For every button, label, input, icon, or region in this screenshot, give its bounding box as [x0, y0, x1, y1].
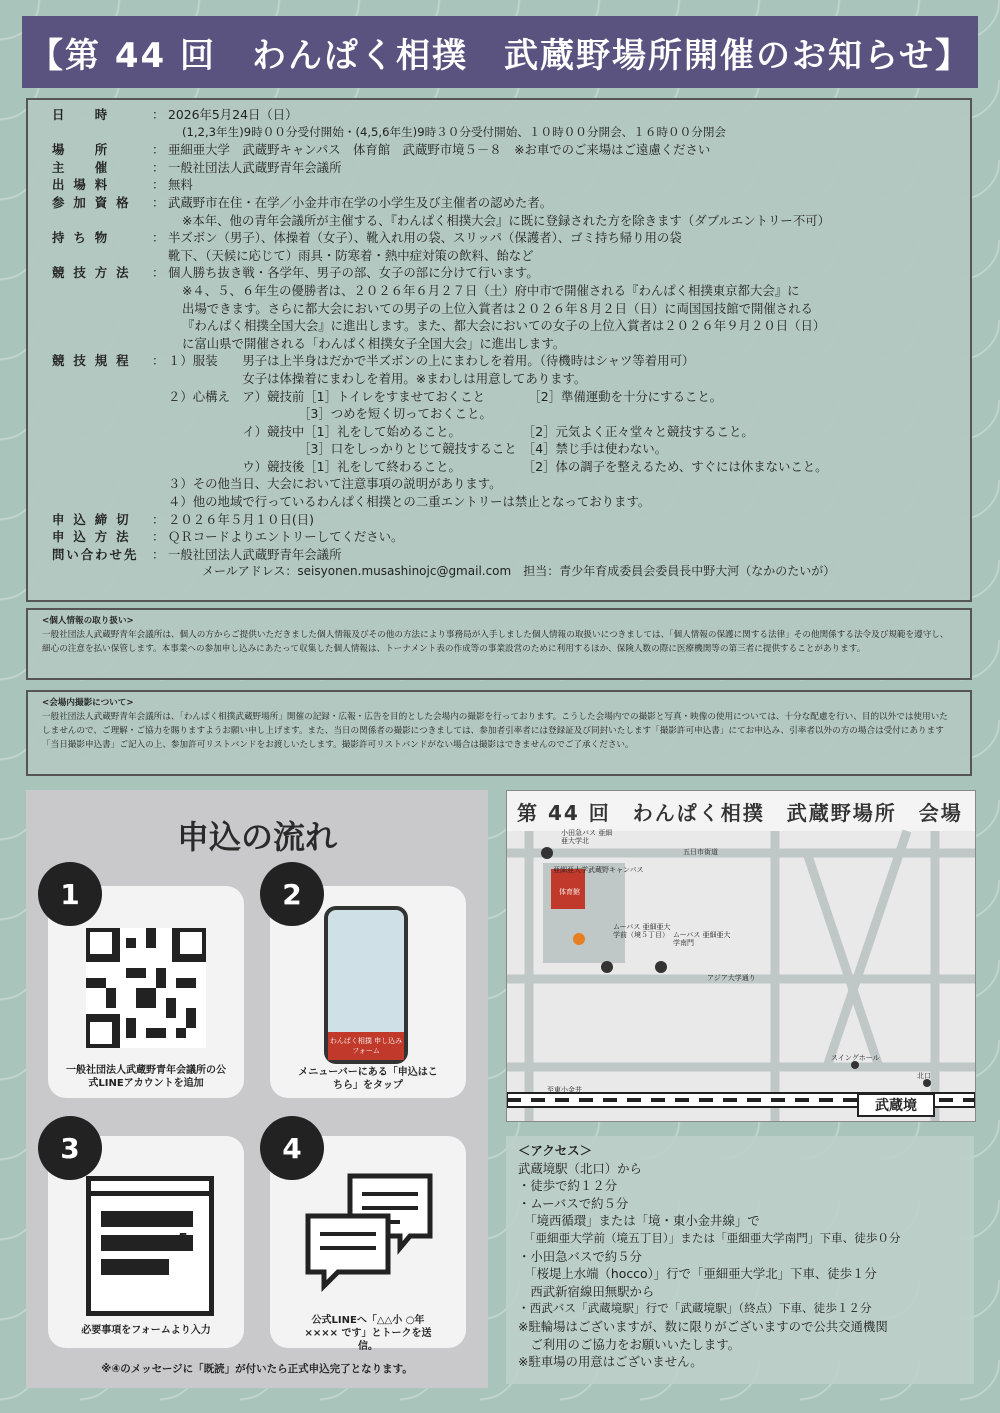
step-4-caption: 公式LINEへ「△△小 ○年 ×××× です」とトークを送信。 — [304, 1315, 432, 1352]
map-road-asia: アジア大学通り — [707, 974, 756, 982]
access-line: 西武新宿線田無駅から — [518, 1283, 655, 1299]
photo-notice — [26, 690, 972, 776]
map-title: 第 44 回 わんぱく相撲 武蔵野場所 会場 — [517, 801, 963, 825]
step-3-caption: 必要事項をフォームより入力 — [81, 1325, 211, 1336]
access-line: ご利用のご協力をお願いいたします。 — [518, 1336, 741, 1352]
step-1-number: 1 — [38, 862, 102, 926]
access-line: 武蔵境駅（北口）から — [518, 1160, 642, 1176]
step-3-number: 3 — [38, 1116, 102, 1180]
rule-line: ［3］口をしっかりとじて競技すること ［4］禁じ手は使わない。 — [168, 441, 667, 457]
event-info-box: 日 時 ： 2026年5月24日（日） (1,2,3年生)9時００分受付開始・(4,5,6年生)9時３０分受付開始、１０時００分開会、１６時００分閉会 場 所 ： 亜細亜大学 武蔵野キャンパス 体育館 武蔵野市境５－８ ※お車でのご来場はご遠慮ください 主 催 ： 一般社団法人武蔵野青年会議所 出場料 ： 無料 参加資格 ： 武蔵野市在住・在学／小金井市在学の小学生及び主催者の認めた者。 ※本年、他の青年会議所が主催する、『わんぱく相撲大会』に既に登録された方を除きます（ダブルエントリー不可） 持ち物 ： 半ズボン（男子）、体操着（女子）、靴入れ用の袋、スリッパ（保護者）、ゴミ持ち帰り用の袋 靴下、（天候に応じて）雨具・防寒着・熱中症対策の飲料、飴など 競技方法 ： 個人勝ち抜き戦・各学年、男子の部、女子の部に分けて行います。 ※４、５、６年生の優勝者は、２０２６年６月２７日（土）府中市で開催される『わんぱく相撲東京都大会』に 出場できます。さらに都大会においての男子の上位入賞者は２０２６年８月２日（日）に両国国技館で開催される 『わんぱく相撲全国大会』に進出します。また、都大会においての女子の上位入賞者は２０２６年９月２０日（日） に富山県で開催される「わんぱく相撲女子全国大会」に進出します。 競技規程 ： １）服装 男子は上半身はだかで半ズボンの上にまわしを着用。（待機時はシャツ等着用可） 女子は体操着にまわしを着用。※まわしは用意してあります。 ２）心構え ア）競技前［1］トイレをすませておくこと ［2］準備運動を十分にすること。 ［3］つめを短く切っておくこと。 イ）競技中［1］礼をして始めること。 ［2］元気よく正々堂々と競技すること。 ［3］口をしっかりとじて競技すること ［4］禁じ手は使わない。 ウ）競技後［1］礼をして終わること。 ［2］体の調子を整えるため、すぐには休まないこと。 ３）その他当日、大会において注意事項の説明があります。 ４）他の地域で行っているわんぱく相撲との二重エントリーは禁止となっております。 申込締切 ： ２０２６年５月１０日(日) 申込方法 ： ＱＲコードよりエントリーしてください。 問い合わせ先 ： 一般社団法人武蔵野青年会議所 メールアドレス：seisyonen.musashinojc@gmail.com 担当：青少年育成委員会委員長中野大河（なかのたいが） — [26, 98, 972, 602]
venue-map — [506, 790, 976, 1122]
map-bus-stop-minami: ムーバス 亜細亜大学南門 — [673, 931, 731, 947]
rule-line: ウ）競技後［1］礼をして終わること。 ［2］体の調子を整えるため、すぐには休まないこと。 — [168, 458, 828, 474]
qualification-value: 武蔵野市在住・在学／小金井市在学の小学生及び主催者の認めた者。 — [168, 194, 553, 210]
access-line: ・西武バス「武蔵境駅」行で「武蔵境駅」（終点）下車、徒歩１２分 — [518, 1301, 872, 1316]
items-label: 持ち物 — [52, 230, 117, 246]
access-line: ・徒歩で約１２分 — [518, 1178, 618, 1194]
host-value: 一般社団法人武蔵野青年会議所 — [168, 159, 342, 175]
map-road-itsukaichi: 五日市街道 — [683, 848, 718, 856]
access-line: ・小田急バスで約５分 — [518, 1248, 642, 1264]
step-4-number: 4 — [260, 1116, 324, 1180]
rule-line: ２）心構え ア）競技前［1］トイレをすませておくこと ［2］準備運動を十分にすること。 — [168, 388, 723, 404]
access-line: 「境西循環」または「境・東小金井線」で — [518, 1213, 760, 1229]
step-2-caption: メニューバーにある「申込はこちら」をタップ — [298, 1067, 438, 1091]
method-note-3: 『わんぱく相撲全国大会』に進出します。また、都大会においての女子の上位入賞者は２０２６年９月２０日（日） — [182, 318, 826, 334]
map-station-label: 武蔵境 — [857, 1093, 935, 1117]
apply-value: ＱＲコードよりエントリーしてください。 — [168, 529, 404, 545]
rule-line: イ）競技中［1］礼をして始めること。 ［2］元気よく正々堂々と競技すること。 — [168, 423, 754, 439]
date-value: 2026年5月24日（日） — [168, 107, 298, 122]
access-line: 「亜細亜大学前（境五丁目）」または「亜細亜大学南門」下車、徒歩０分 — [518, 1230, 901, 1245]
photo-heading: <会場内撮影について> — [42, 698, 134, 708]
date-detail: (1,2,3年生)9時００分受付開始・(4,5,6年生)9時３０分受付開始、１０時００分開会、１６時００分閉会 — [182, 124, 727, 139]
flow-note: ※④のメッセージに「既読」が付いたら正式申込完了となります。 — [101, 1363, 413, 1375]
qr-code-icon[interactable] — [86, 928, 206, 1048]
map-bus-stop-kyo: ムーバス 亜細亜大学前（境５丁目） — [613, 923, 671, 939]
access-line: ・ムーバスで約５分 — [518, 1195, 629, 1211]
map-to-koganei: 至東小金井 — [547, 1086, 582, 1094]
rules-label: 競技規程 — [52, 353, 138, 369]
contact-label: 問い合わせ先 — [52, 546, 139, 562]
qualification-label: 参加資格 — [52, 194, 138, 210]
photo-text: 一般社団法人武蔵野青年会議所は、「わんぱく相撲武蔵野場所」開催の記録・広報・広告を目的とした会場内の撮影を行っております。こうした会場内での撮影と写真・映像の使用については、十分な配慮を行い、目的以外では使用いたしませんので、ご理解・ご協力を賜りますようお願い申し上げます。また、当日の関係者の撮影につきましては、参加者引率者には登録証及び同封いたします「撮影許可申込書」にてお申込み、引率者以外の方の場合は受付にあります「当日撮影申込書」ご記入の上、参加許可リストバンドをお渡しいたします。撮影許可リストバンドがない場合は撮影はできませんのでご了承ください。 — [42, 712, 948, 750]
access-line: ※駐輪場はございますが、数に限りがございますので公共交通機関 — [518, 1318, 888, 1334]
access-line: ※駐車場の用意はございません。 — [518, 1354, 703, 1370]
privacy-text: 一般社団法人武蔵野青年会議所は、個人の方からご提供いただきました個人情報及びその他の方法により事務局が入手しました個人情報の取扱いにつきましては、「個人情報の保護に関する法律」その他関係する法令及び規範を遵守し、細心の注意を払い保管します。本事業への参加申し込みにあたって収集した個人情報は、トーナメント表の作成等の事業設営のために利用するほか、保険人数の際に医療機関等の第三者に提供することがあります。 — [42, 630, 949, 654]
method-note-4: に富山県で開催される「わんぱく相撲女子全国大会」に進出します。 — [182, 335, 566, 351]
deadline-label: 申込締切 — [52, 511, 138, 527]
map-gym-label: 体育館 — [559, 888, 580, 896]
chat-bubbles-icon — [300, 1166, 440, 1296]
phone-apply-form-button[interactable]: わんぱく相撲 申し込みフォーム — [328, 1032, 404, 1060]
apply-label: 申込方法 — [52, 529, 138, 545]
method-note-1: ※４、５、６年生の優勝者は、２０２６年６月２７日（土）府中市で開催される『わんぱく相撲東京都大会』に — [182, 282, 800, 298]
cursor-icon: ↖ — [176, 1227, 195, 1252]
date-label: 日 時 — [52, 107, 117, 122]
method-note-2: 出場できます。さらに都大会においての男子の上位入賞者は２０２６年８月２日（日）に両国国技館で開催される — [182, 300, 813, 316]
form-icon — [86, 1176, 214, 1316]
rule-line: ［3］つめを短く切っておくこと。 — [168, 406, 492, 422]
rule-line: 女子は体操着にまわしを着用。※まわしは用意してあります。 — [168, 370, 587, 386]
privacy-heading: <個人情報の取り扱い> — [42, 616, 134, 626]
items-value: 半ズボン（男子）、体操着（女子）、靴入れ用の袋、スリッパ（保護者）、ゴミ持ち帰り用の袋 — [168, 230, 682, 246]
host-label: 主 催 — [52, 159, 117, 175]
contact-value: 一般社団法人武蔵野青年会議所 — [168, 546, 342, 562]
fee-value: 無料 — [168, 177, 193, 193]
map-swing-hall: スイングホール — [831, 1054, 880, 1062]
contact-email[interactable]: メールアドレス：seisyonen.musashinojc@gmail.com 担当：青少年育成委員会委員長中野大河（なかのたいが） — [202, 564, 836, 579]
access-heading: ＜アクセス＞ — [518, 1143, 592, 1158]
qualification-note: ※本年、他の青年会議所が主催する、『わんぱく相撲大会』に既に登録された方を除きます（ダブルエントリー不可） — [182, 212, 830, 228]
access-info — [506, 1136, 974, 1384]
items-value-2: 靴下、（天候に応じて）雨具・防寒着・熱中症対策の飲料、飴など — [168, 247, 534, 263]
step-1-caption: 一般社団法人武蔵野青年会議所の公式LINEアカウントを追加 — [66, 1065, 226, 1089]
place-value: 亜細亜大学 武蔵野キャンパス 体育館 武蔵野市境５－８ ※お車でのご来場はご遠慮ください — [168, 142, 711, 158]
page-title: 【第 44 回 わんぱく相撲 武蔵野場所開催のお知らせ】 — [22, 16, 978, 88]
phone-icon — [324, 906, 408, 1064]
application-flow — [26, 790, 488, 1388]
place-label: 場 所 — [52, 142, 117, 158]
deadline-value: ２０２６年５月１０日(日) — [168, 511, 314, 527]
rule-line: １）服装 男子は上半身はだかで半ズボンの上にまわしを着用。（待機時はシャツ等着用可） — [168, 353, 695, 369]
map-campus-label: 亜細亜大学武蔵野キャンパス — [553, 866, 644, 874]
step-2-number: 2 — [260, 862, 324, 926]
rule-line: ４）他の地域で行っているわんぱく相撲との二重エントリーは禁止となっております。 — [168, 494, 651, 510]
rule-line: ３）その他当日、大会において注意事項の説明があります。 — [168, 476, 502, 492]
method-value: 個人勝ち抜き戦・各学年、男子の部、女子の部に分けて行います。 — [168, 265, 539, 281]
privacy-notice — [26, 608, 972, 680]
fee-label: 出場料 — [52, 177, 117, 193]
map-north-exit: 北口 — [917, 1072, 931, 1080]
access-line: 「桜堤上水端（hocco）」行で「亜細亜大学北」下車、徒歩１分 — [518, 1266, 877, 1282]
method-label: 競技方法 — [52, 265, 138, 281]
flow-title: 申込の流れ — [176, 818, 337, 856]
map-bus-stop-kita: 小田急バス 亜細亜大学北 — [561, 829, 613, 845]
